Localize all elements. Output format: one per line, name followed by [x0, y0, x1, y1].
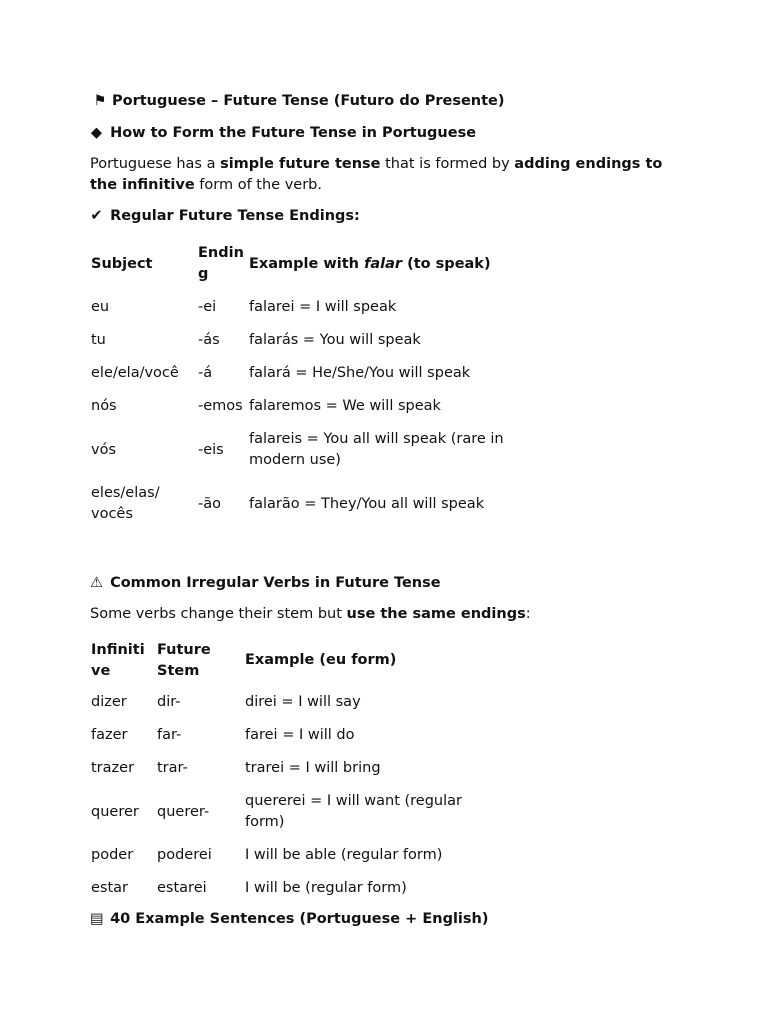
cell-ending: -á — [198, 365, 213, 381]
section-heading-example-sentences-text: 40 Example Sentences (Portuguese + English) — [110, 911, 489, 927]
header-ending-text: Ending — [198, 245, 244, 282]
document-title — [90, 91, 680, 112]
flag-icon: ⚑ — [93, 93, 107, 109]
cell-example: farei = I will do — [245, 727, 355, 743]
cell-example: I will be (regular form) — [245, 880, 407, 896]
cell-infinitive: dizer — [91, 694, 127, 710]
cell-example: falaremos = We will speak — [249, 398, 441, 414]
table-row — [90, 390, 524, 423]
cell-subject: vós — [91, 441, 117, 458]
intro-text-1: Portuguese has a — [90, 156, 221, 172]
cell-subject: nós — [91, 398, 117, 414]
header-example-pre: Example with — [249, 255, 365, 272]
section-heading-how-to-form — [90, 123, 680, 144]
intro-paragraph — [90, 154, 670, 196]
section-heading-regular-endings — [90, 206, 680, 227]
cell-stem: trar- — [157, 760, 188, 776]
table-row — [90, 752, 485, 785]
section-heading-regular-endings-text: Regular Future Tense Endings: — [110, 208, 360, 224]
cell-ending: -ei — [198, 299, 217, 315]
table-row — [90, 324, 524, 357]
cell-stem: dir- — [157, 694, 181, 710]
header-infinitive-text: Infinitive — [91, 641, 145, 679]
table-row — [90, 839, 485, 872]
section-heading-how-to-form-text: How to Form the Future Tense in Portuguese — [110, 125, 477, 141]
document-title-text: Portuguese – Future Tense (Futuro do Presente) — [112, 93, 505, 109]
cell-example: quererei = I will want (regular form) — [245, 793, 462, 830]
intro-text-2: that is formed by — [380, 156, 515, 172]
table-row — [90, 357, 524, 390]
cell-stem: far- — [157, 727, 182, 743]
irregular-intro-text-1: Some verbs change their stem but — [90, 606, 347, 622]
header-future-stem-text: Future Stem — [157, 641, 211, 679]
cell-subject: ele/ela/você — [91, 365, 179, 381]
warning-icon: ⚠ — [90, 575, 103, 591]
header-example-post: (to speak) — [402, 255, 491, 272]
irregular-intro-paragraph — [90, 604, 680, 625]
cell-ending: -ás — [198, 332, 220, 348]
irregular-verbs-table — [90, 635, 485, 905]
header-example: Example (eu form) — [245, 652, 397, 668]
cell-infinitive: trazer — [91, 760, 135, 776]
table-row — [90, 719, 485, 752]
cell-example: trarei = I will bring — [245, 760, 381, 776]
cell-ending: -emos — [198, 398, 243, 414]
cell-example: falará = He/She/You will speak — [249, 365, 471, 381]
cell-example: I will be able (regular form) — [245, 847, 443, 863]
check-icon: ✔ — [90, 208, 103, 224]
cell-infinitive: estar — [91, 880, 129, 896]
cell-subject: tu — [91, 332, 106, 348]
table-header-row — [90, 237, 524, 291]
cell-infinitive: fazer — [91, 727, 128, 743]
header-infinitive — [90, 635, 156, 686]
cell-subject: eu — [91, 299, 110, 315]
section-heading-example-sentences — [90, 909, 680, 930]
section-heading-irregular-verbs-text: Common Irregular Verbs in Future Tense — [110, 575, 441, 591]
intro-bold-2: adding endings to the infinitive — [90, 156, 663, 193]
table-row — [90, 423, 524, 477]
cell-subject — [90, 477, 197, 531]
cell-example: falarás = You will speak — [249, 332, 421, 348]
irregular-intro-text-2: : — [525, 606, 531, 622]
cell-infinitive: poder — [91, 847, 134, 863]
section-heading-irregular-verbs — [90, 573, 680, 594]
header-example-verb: falar — [364, 255, 403, 272]
cell-example: direi = I will say — [245, 694, 361, 710]
header-future-stem — [156, 635, 244, 686]
table-row — [90, 477, 524, 531]
cell-stem: poderei — [157, 847, 212, 863]
cell-stem: querer- — [157, 803, 210, 820]
header-ending — [197, 237, 248, 291]
books-icon: ▤ — [90, 911, 104, 927]
header-subject: Subject — [91, 255, 153, 272]
cell-example: falarão = They/You all will speak — [249, 495, 485, 512]
pin-icon: ◆ — [90, 125, 103, 141]
irregular-intro-bold: use the same endings — [346, 606, 526, 622]
cell-subject-text: eles/elas/ vocês — [91, 485, 160, 522]
cell-ending: -eis — [198, 441, 224, 458]
cell-infinitive: querer — [91, 803, 139, 820]
cell-example: falareis = You all will speak (rare in modern use) — [249, 431, 504, 468]
intro-bold-1: simple future tense — [220, 156, 381, 172]
intro-text-3: form of the verb. — [194, 177, 322, 193]
cell-example: falarei = I will speak — [249, 299, 397, 315]
cell-ending: -ão — [198, 495, 221, 512]
header-example — [248, 237, 524, 291]
cell-stem: estarei — [157, 880, 207, 896]
regular-endings-table — [90, 237, 524, 531]
table-row — [90, 291, 524, 324]
table-row — [90, 785, 485, 839]
table-row — [90, 686, 485, 719]
document-page — [90, 90, 680, 930]
table-header-row — [90, 635, 485, 686]
table-row — [90, 872, 485, 905]
